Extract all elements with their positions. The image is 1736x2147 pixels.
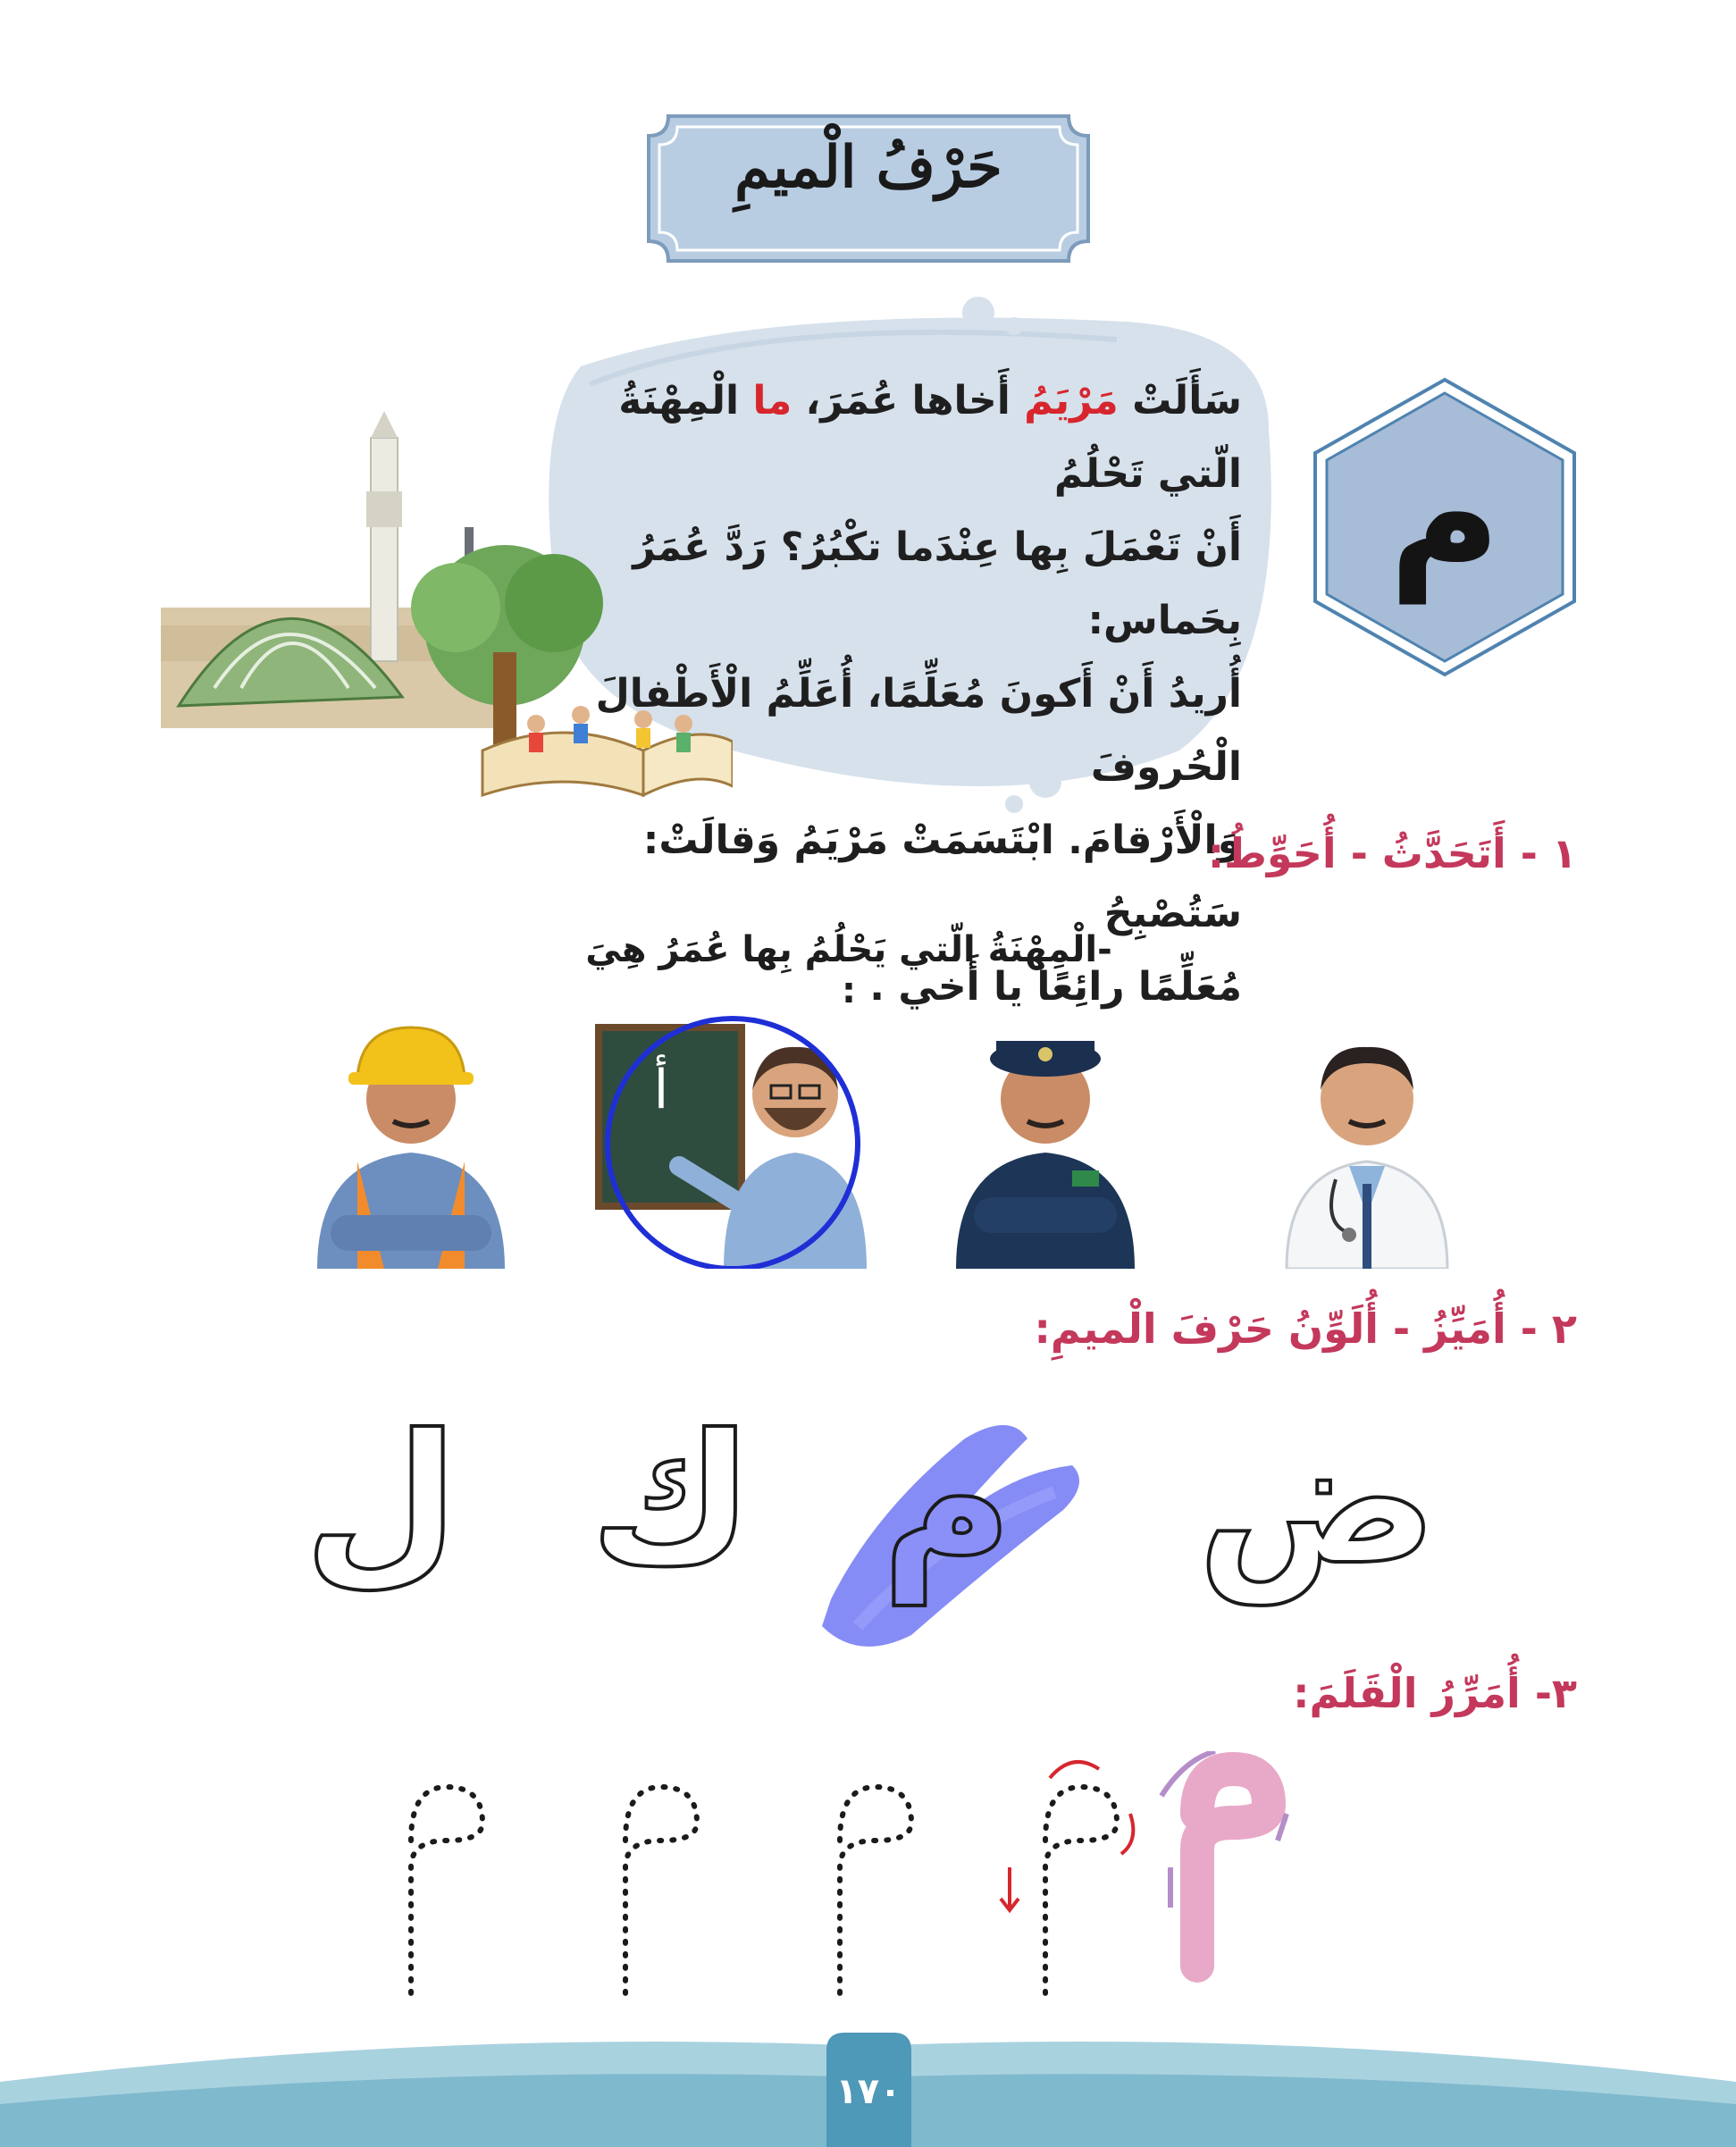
- letter-lam-outline[interactable]: ل: [304, 1396, 459, 1605]
- letter-hexagon: [1306, 375, 1583, 679]
- story-line-3: أُريدُ أَنْ أَكونَ مُعَلِّمًا، أُعَلِّمُ الْأَطْفالَ الْحُروفَ: [595, 671, 1242, 790]
- story-text-segment: أَخاها عُمَرَ،: [792, 378, 1025, 424]
- section-1-heading: ١ - أَتَحَدَّثُ - أُحَوِّطُ:: [1207, 829, 1577, 877]
- tracing-letter-2: [625, 1787, 697, 2001]
- tracing-area[interactable]: [304, 1751, 1430, 2019]
- model-letter-mim: [1162, 1751, 1287, 1966]
- story-line-4: وَالْأَرْقامَ. ابْتَسَمَتْ مَرْيَمُ وَقالَتْ: سَتُصْبِحُ: [642, 818, 1242, 936]
- page-title: حَرْفُ الْميمِ: [734, 134, 1002, 201]
- arrow-icon: [1050, 1762, 1099, 1778]
- story-text-segment: الْمِهْنَةُ الّتي تَحْلُمُ: [618, 378, 1242, 497]
- story-text-segment: سَأَلَتْ: [1118, 378, 1242, 424]
- story-line-2: أَنْ تَعْمَلَ بِها عِنْدَما تكْبُرُ؟ رَدَّ عُمَرُ بِحَماس:: [633, 524, 1242, 643]
- doctor-image[interactable]: [1260, 1010, 1474, 1269]
- letter-dad-outline[interactable]: ض: [1197, 1396, 1438, 1605]
- section-2-heading: ٢ - أُمَيِّزُ - أُلَوِّنُ حَرْفَ الْميمِ:: [1034, 1304, 1577, 1353]
- police-officer-image[interactable]: [938, 1010, 1153, 1269]
- letter-kaf-outline[interactable]: ك: [590, 1396, 754, 1605]
- construction-worker-image[interactable]: [304, 1010, 518, 1269]
- tracing-letter-1: [411, 1787, 482, 2001]
- main-letter: م: [1388, 427, 1501, 604]
- tracing-letter-3: [840, 1787, 911, 2001]
- arrow-icon: [1121, 1814, 1133, 1854]
- highlighted-word: مَرْيَمُ: [1024, 378, 1119, 424]
- highlighted-word: ما: [752, 378, 793, 424]
- story-line-1: [536, 365, 1242, 511]
- teacher-image[interactable]: [590, 1010, 876, 1269]
- tracing-letter-guided: [1045, 1787, 1117, 2001]
- section-3-heading: ٣- أُمَرِّرُ الْقَلَمَ:: [1293, 1669, 1577, 1717]
- question-text: -الْمِهْنَةُ الّتي يَحْلُمُ بِها عُمَرُ هِيَ :: [585, 929, 1112, 1011]
- page-number: ١٧٠: [835, 2071, 902, 2112]
- story-paragraph: [536, 365, 1242, 1024]
- letter-mim-outline[interactable]: م: [881, 1396, 1013, 1605]
- story-line-5: مُعَلِّمًا رائِعًا يا أَخي .: [869, 964, 1242, 1010]
- chalkboard-letter: أ: [653, 1059, 669, 1121]
- arrow-down-icon: [1001, 1867, 1019, 1910]
